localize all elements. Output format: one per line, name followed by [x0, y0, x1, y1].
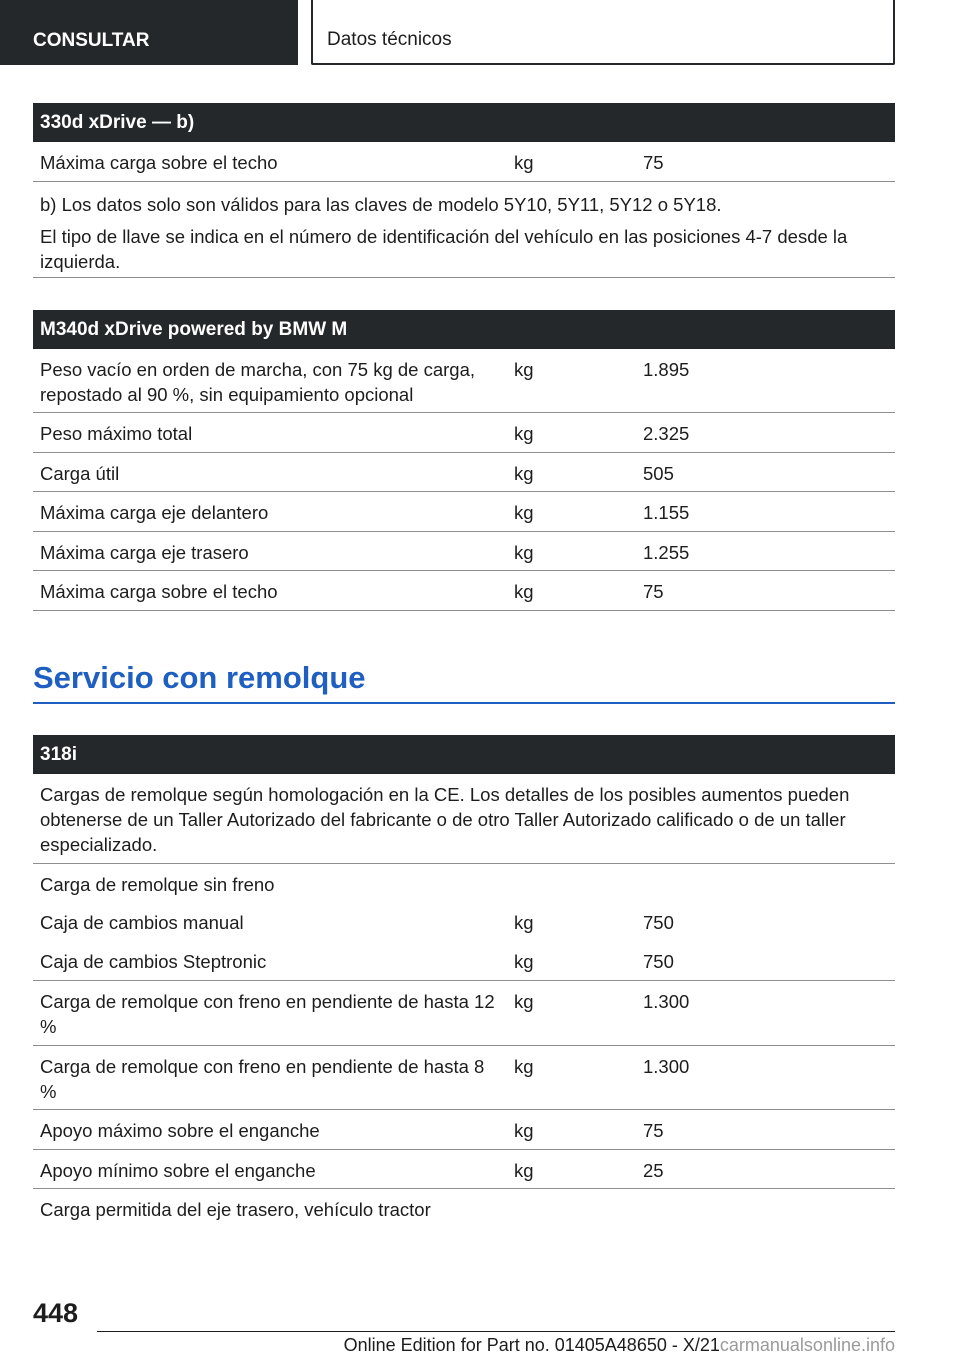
row-unit: kg: [514, 912, 534, 933]
row-unit: kg: [514, 581, 534, 602]
footer-divider: [97, 1331, 895, 1332]
section-tab: CONSULTAR: [0, 0, 298, 65]
row-label: Peso máximo total: [40, 423, 193, 444]
row-unit: kg: [514, 1120, 534, 1141]
note-text: El tipo de llave se indica en el número de identificación del vehículo en las posiciones 4-7 desde la izquierda.: [40, 226, 848, 272]
row-label: Apoyo mínimo sobre el enganche: [40, 1160, 316, 1181]
table-title: M340d xDrive powered by BMW M: [33, 310, 895, 349]
page-number: 448: [33, 1298, 79, 1328]
row-unit: kg: [514, 1056, 534, 1077]
row-value: 1.895: [643, 359, 690, 380]
row-value: 25: [643, 1160, 664, 1181]
table-row: [33, 1150, 895, 1189]
row-unit: kg: [514, 991, 534, 1012]
table-row: [33, 532, 895, 571]
table-row: [33, 142, 895, 182]
row-value: 750: [643, 951, 674, 972]
table-row: [33, 453, 895, 492]
table-318i: [33, 735, 895, 1228]
table-330d: [33, 103, 895, 278]
row-label: Carga útil: [40, 463, 120, 484]
intro-text: Cargas de remolque según homologación en la CE. Los detalles de los posibles aumentos pueden obtenerse de un Taller Autorizado del fabricante o de otro Taller Autorizado calificado o de un taller especializado.: [40, 784, 850, 855]
row-label: Caja de cambios manual: [40, 912, 244, 933]
row-label: Máxima carga sobre el techo: [40, 581, 278, 602]
row-value: 75: [643, 1120, 664, 1141]
row-unit: kg: [514, 951, 534, 972]
row-label: Caja de cambios Steptronic: [40, 951, 267, 972]
note-text: b) Los datos solo son válidos para las claves de modelo 5Y10, 5Y11, 5Y12 o 5Y18.: [40, 194, 722, 215]
row-label: Máxima carga sobre el techo: [40, 152, 278, 173]
table-row: [33, 1189, 895, 1228]
row-label: Máxima carga eje delantero: [40, 502, 269, 523]
row-unit: kg: [514, 1160, 534, 1181]
table-m340d: [33, 310, 895, 611]
table-intro: [33, 774, 895, 864]
table-row: [33, 1046, 895, 1110]
row-unit: kg: [514, 542, 534, 563]
row-value: 1.300: [643, 1056, 690, 1077]
row-label: Carga permitida del eje trasero, vehículo tractor: [40, 1199, 431, 1220]
row-unit: kg: [514, 463, 534, 484]
table-row: [33, 349, 895, 413]
row-label: Carga de remolque con freno en pendiente de hasta 12 %: [40, 991, 495, 1037]
watermark-text: carmanualsonline.info: [719, 1335, 895, 1355]
table-subheading: [33, 864, 895, 903]
row-unit: kg: [514, 502, 534, 523]
table-row: [33, 942, 895, 981]
row-value: 75: [643, 581, 664, 602]
section-heading: Servicio con remolque: [33, 656, 895, 704]
row-label: Apoyo máximo sobre el enganche: [40, 1120, 320, 1141]
subheading-text: Carga de remolque sin freno: [40, 874, 275, 895]
row-value: 1.300: [643, 991, 690, 1012]
table-row: [33, 571, 895, 611]
row-unit: kg: [514, 359, 534, 380]
row-value: 750: [643, 912, 674, 933]
table-row: [33, 1110, 895, 1150]
row-label: Máxima carga eje trasero: [40, 542, 249, 563]
edition-text: Online Edition for Part no. 01405A48650 - X/21: [343, 1335, 720, 1355]
row-value: 1.155: [643, 502, 690, 523]
table-row: [33, 981, 895, 1046]
table-title: 318i: [33, 735, 895, 774]
row-value: 1.255: [643, 542, 690, 563]
table-note: [33, 182, 895, 278]
row-label: Peso vacío en orden de marcha, con 75 kg de carga, repostado al 90 %, sin equipamiento opcional: [40, 359, 476, 405]
table-row: [33, 492, 895, 532]
footer-edition: [0, 1333, 895, 1357]
row-unit: kg: [514, 152, 534, 173]
table-title: 330d xDrive — b): [33, 103, 895, 142]
table-row: [33, 413, 895, 453]
row-label: Carga de remolque con freno en pendiente de hasta 8 %: [40, 1056, 485, 1102]
chapter-title: Datos técnicos: [311, 0, 895, 65]
row-value: 2.325: [643, 423, 690, 444]
row-value: 75: [643, 152, 664, 173]
row-value: 505: [643, 463, 674, 484]
table-row: [33, 903, 895, 942]
row-unit: kg: [514, 423, 534, 444]
